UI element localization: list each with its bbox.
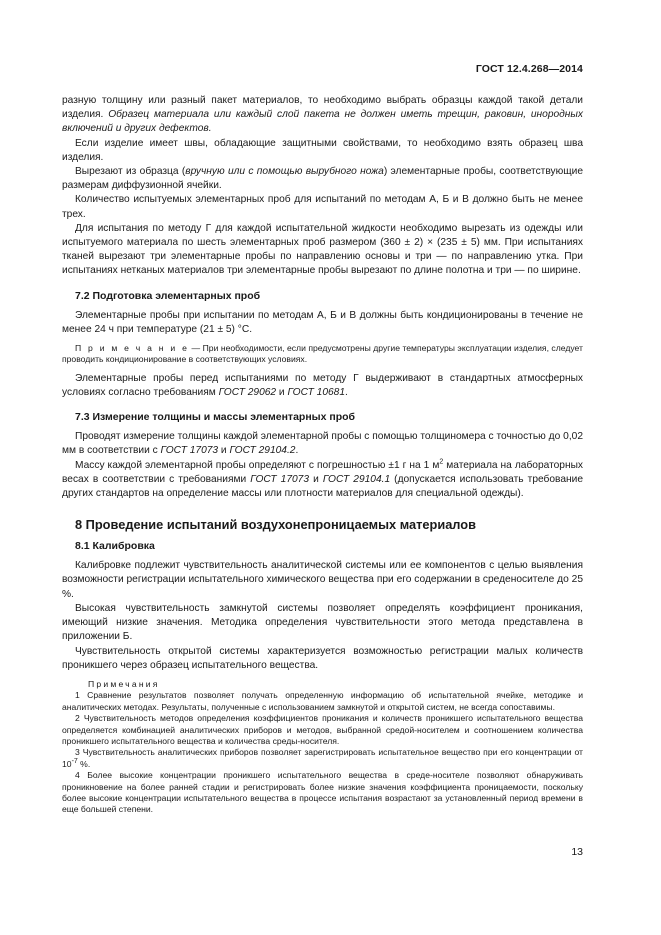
- section-heading-8: 8 Проведение испытаний воздухонепроницаемых материалов: [75, 517, 476, 533]
- paragraph: [62, 430, 583, 458]
- paragraph: Если изделие имеет швы, обладающие защитными свойствами, то необходимо взять образец шва изделия.: [62, 137, 583, 163]
- text-run: Массу каждой элементарной пробы определяют с погрешностью ±1 г на 1 м: [75, 459, 440, 471]
- text-run: .: [344, 387, 348, 399]
- paragraph: [62, 165, 583, 193]
- standard-reference: ГОСТ 29104.2: [229, 445, 296, 457]
- text-run: Элементарные пробы перед испытаниями по методу Г выдерживают в стандартных атмосферных условиях согласно требованиям: [62, 372, 583, 399]
- text-run: %.: [77, 758, 91, 769]
- italic-text: вручную или с помощью вырубного ножа: [185, 166, 384, 178]
- standard-reference: ГОСТ 29062: [218, 387, 277, 399]
- text-run: (допускается использовать требование других стандартов на определение массы или плотности материалов для специальной одежды).: [62, 473, 583, 500]
- superscript: -7: [71, 757, 78, 765]
- paragraph: Высокая чувствительность замкнутой системы позволяет определять коэффициент проникания, имеющий низкие значения. Методика определения чувствительности этого метода представлена в приложении Б.: [62, 602, 583, 643]
- document-header: ГОСТ 12.4.268—2014: [475, 63, 583, 75]
- paragraph: Элементарные пробы при испытании по методам А, Б и В должны быть кондиционированы в течение не менее 24 ч при температуре (21 ± 5) °С.: [62, 309, 583, 335]
- note: [62, 343, 583, 366]
- text-run: разную толщину или разный пакет материалов, то необходимо выбрать образцы каждой такой детали изделия.: [62, 95, 583, 121]
- paragraph: [62, 372, 583, 400]
- section-heading-8-1: 8.1 Калибровка: [75, 540, 155, 553]
- text-run: и: [309, 473, 323, 485]
- note-label: П р и м е ч а н и е: [75, 343, 190, 354]
- page-number: 13: [571, 846, 583, 858]
- section-heading-7-3: 7.3 Измерение толщины и массы элементарных проб: [75, 411, 356, 424]
- text-run: .: [295, 445, 299, 457]
- paragraph: [62, 94, 583, 137]
- paragraph: Количество испытуемых элементарных проб для испытаний по методам А, Б и В должно быть не менее трех.: [62, 194, 583, 220]
- text-run: ) элементарные пробы, соответствующие размерам диффузионной ячейки.: [62, 166, 583, 192]
- note-text: — При необходимости, если предусмотрены другие температуры эксплуатации изделия, следует проводить кондиционирование в соответствующих условиях.: [62, 343, 583, 365]
- paragraph: Чувствительность открытой системы характеризуется возможностью регистрации малых количеств проникшего через образец испытательного вещества.: [62, 645, 583, 671]
- text-run: и: [218, 445, 230, 457]
- paragraph: Для испытания по методу Г для каждой испытательной жидкости необходимо вырезать из одежды или испытуемого материала по шесть элементарных проб размером (360 ± 2) × (235 ± 5) мм. При испытаниях тканей вырезают три элементарные пробы по направлению основы и три — по направлению утка. При испытаниях нетканых материалов три элементарные пробы вырезают по длине полотна и три — по ширине.: [62, 222, 583, 277]
- paragraph: Калибровке подлежит чувствительность аналитической системы или ее компонентов с целью выявления возможности регистрации испытательного химического вещества при его содержании в среденосителе до 25 %.: [62, 560, 583, 600]
- section-heading-7-2: 7.2 Подготовка элементарных проб: [75, 289, 261, 302]
- text-run: 3 Чувствительность аналитических приборов позволяет зарегистрировать испытательное вещество при его концентрации от 10: [62, 747, 583, 769]
- notes-title: Примечания: [88, 678, 160, 689]
- note-item: 2 Чувствительность методов определения коэффициентов проникания и количеств проникшего испытательного вещества определяется комбинацией аналитических приборов и методов, выбранной средой-носителем и соотношением количества проникшего испытательного вещества и количества среды-носителя.: [62, 713, 583, 746]
- standard-reference: ГОСТ 17073: [160, 445, 219, 457]
- text-run: и: [276, 387, 288, 399]
- text-run: Вырезают из образца (: [75, 166, 186, 178]
- italic-text: Образец материала или каждый слой пакета не должен иметь трещин, раковин, инородных включений и других дефектов.: [62, 109, 583, 135]
- note-item: [62, 747, 583, 770]
- standard-reference: ГОСТ 17073: [250, 473, 310, 485]
- standard-reference: ГОСТ 29104.1: [322, 473, 391, 485]
- note-item: 1 Сравнение результатов позволяет получать определенную информацию об испытательной ячейке, методике и аналитических методах. Результаты, полученные с использованием замкнутой и открытой систем, не всегда сопоставимы.: [62, 690, 583, 712]
- standard-reference: ГОСТ 10681: [287, 387, 345, 399]
- page-content: [62, 94, 583, 816]
- note-item: 4 Более высокие концентрации проникшего испытательного вещества в среде-носителе позволяют обнаруживать проникновение на более ранней стадии и регистрировать более низкие значения коэффициента проницаемости, поскольку более высокие концентрации испытательного вещества в процессе испытания возрастают за установленный период времени в еще большей степени.: [62, 770, 583, 815]
- text-run: Проводят измерение толщины каждой элементарной пробы с помощью толщиномера с точностью до 0,02 мм в соответствии с: [62, 431, 583, 457]
- text-run: материала на лабораторных весах в соответствии с требованиями: [62, 459, 583, 485]
- superscript: 2: [439, 458, 444, 466]
- paragraph: [62, 459, 583, 502]
